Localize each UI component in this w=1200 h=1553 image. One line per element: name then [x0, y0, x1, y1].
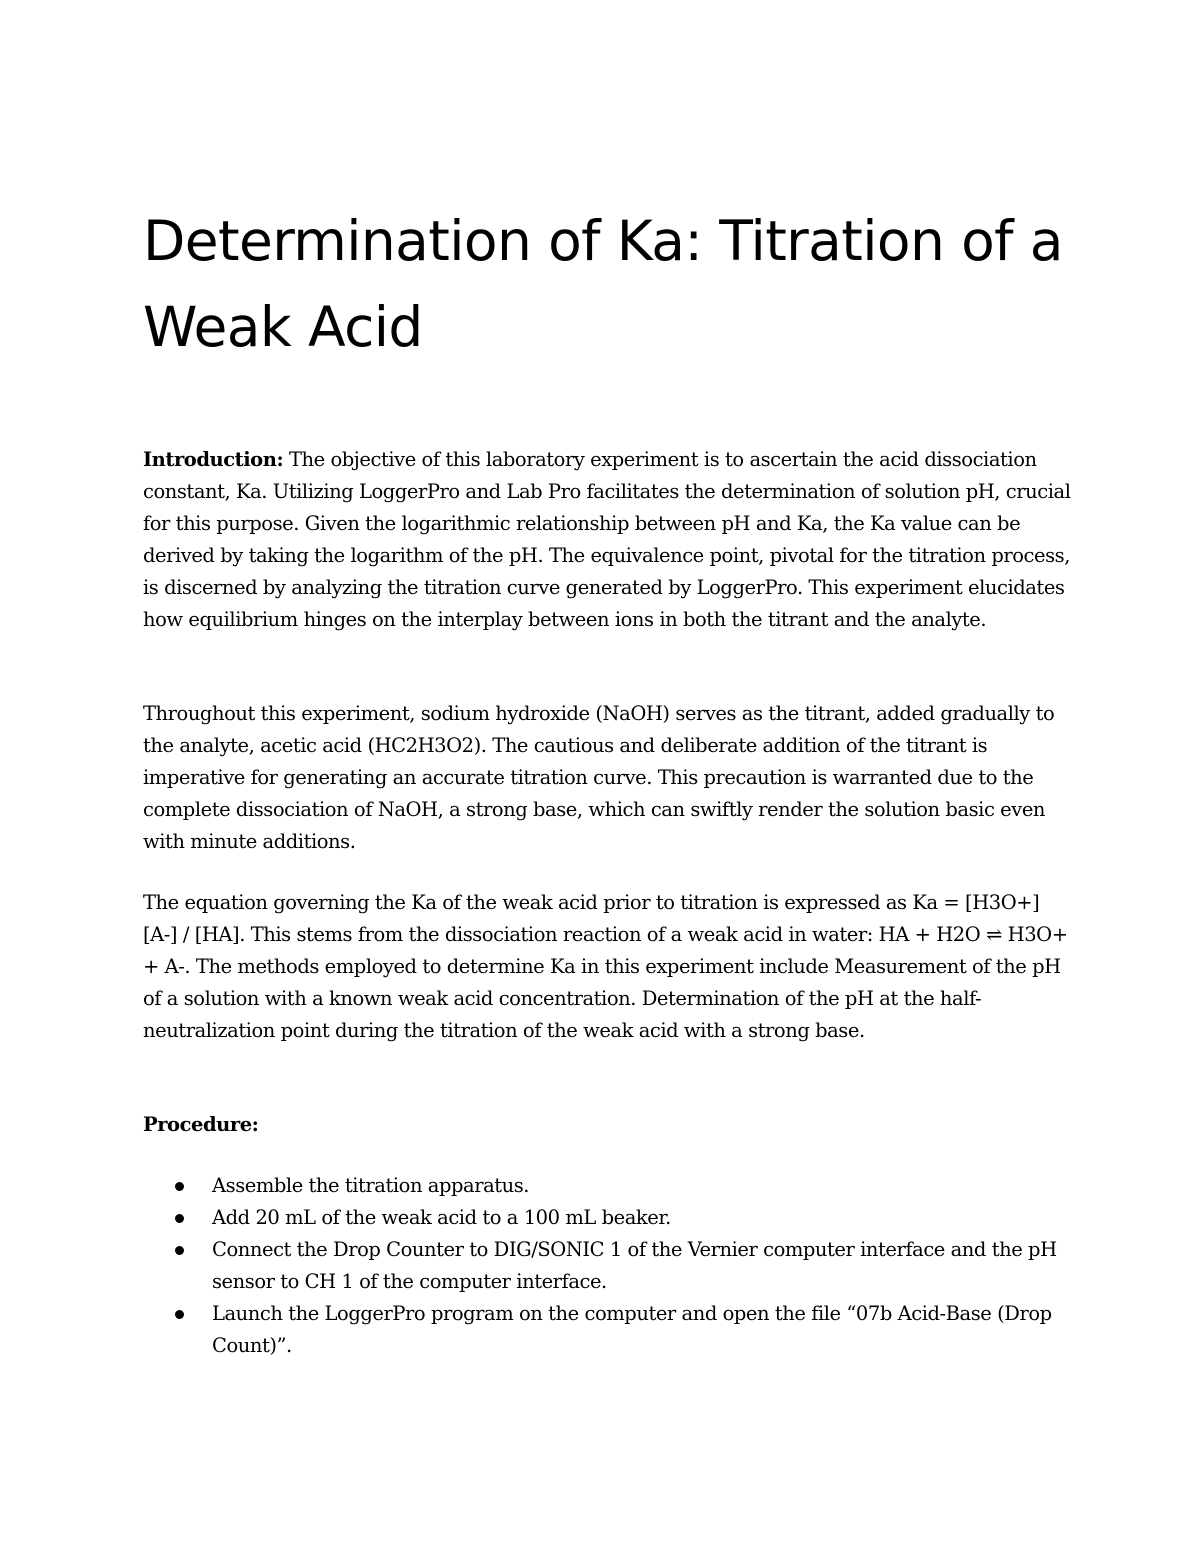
procedure-step [143, 1202, 1073, 1234]
introduction-paragraph [143, 444, 1073, 636]
procedure-step-text: Connect the Drop Counter to DIG/SONIC 1 of the Vernier computer interface and the pH sensor to CH 1 of the computer interface. [212, 1238, 1057, 1293]
procedure-step-text: Assemble the titration apparatus. [212, 1174, 530, 1197]
bullet-icon [175, 1246, 184, 1255]
introduction-label: Introduction: [143, 448, 284, 471]
procedure-heading: Procedure: [143, 1113, 259, 1136]
procedure-step-text: Launch the LoggerPro program on the computer and open the file “07b Acid-Base (Drop Count)”. [212, 1302, 1052, 1357]
bullet-icon [175, 1182, 184, 1191]
procedure-list [143, 1170, 1073, 1362]
procedure-step [143, 1170, 1073, 1202]
bullet-icon [175, 1310, 184, 1319]
procedure-step [143, 1298, 1073, 1362]
procedure-step [143, 1234, 1073, 1298]
bullet-icon [175, 1214, 184, 1223]
ka-equation-paragraph: The equation governing the Ka of the weak acid prior to titration is expressed as Ka = [H3O+] [A-] / [HA]. This stems from the dissociation reaction of a weak acid in water: HA + H2O ⇌ H3O+ + A-. The methods employed to determine Ka in this experiment include Measurement of the pH of a solution with a known weak acid concentration. Determination of the pH at the half-neutralization point during the titration of the weak acid with a strong base. [143, 891, 1068, 1042]
titrant-paragraph: Throughout this experiment, sodium hydroxide (NaOH) serves as the titrant, added gradually to the analyte, acetic acid (HC2H3O2). The cautious and deliberate addition of the titrant is imperative for generating an accurate titration curve. This precaution is warranted due to the complete dissociation of NaOH, a strong base, which can swiftly render the solution basic even with minute additions. [143, 702, 1055, 853]
procedure-step-text: Add 20 mL of the weak acid to a 100 mL beaker. [212, 1206, 671, 1229]
introduction-text: The objective of this laboratory experiment is to ascertain the acid dissociation constant, Ka. Utilizing LoggerPro and Lab Pro facilitates the determination of solution pH, crucial for this purpose. Given the logarithmic relationship between pH and Ka, the Ka value can be derived by taking the logarithm of the pH. The equivalence point, pivotal for the titration process, is discerned by analyzing the titration curve generated by LoggerPro. This experiment elucidates how equilibrium hinges on the interplay between ions in both the titrant and the analyte. [143, 448, 1071, 631]
document-title: Determination of Ka: Titration of a Weak Acid [143, 209, 1063, 359]
